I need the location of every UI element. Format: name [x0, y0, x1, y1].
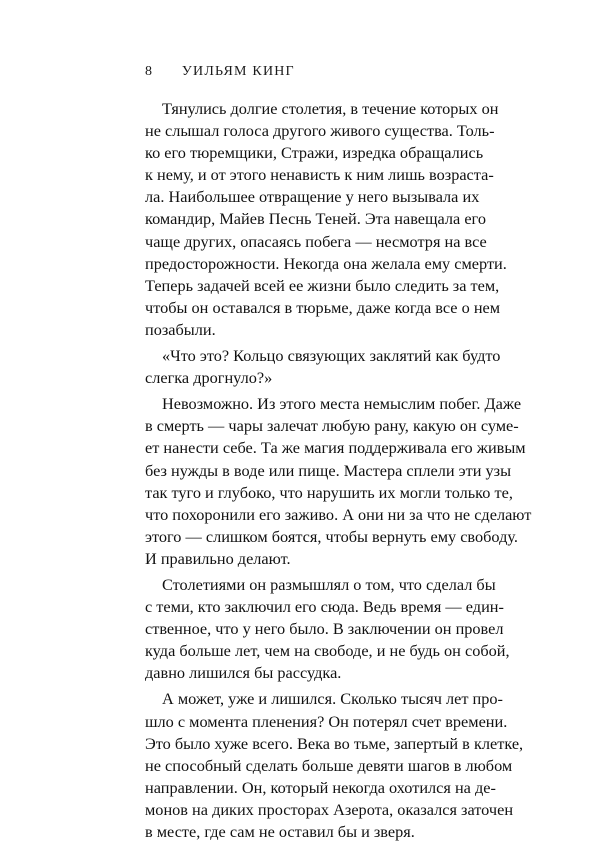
text-line: направлении. Он, который некогда охотился на де- — [145, 777, 496, 797]
paragraph — [145, 688, 524, 843]
text-line: куда больше лет, чем на свободе, и не будь он собой, — [145, 641, 510, 661]
text-line: давно лишился бы рассудка. — [145, 663, 342, 683]
text-line: ет нанести себе. Та же магия поддерживала его живым — [145, 438, 526, 458]
page-number: 8 — [145, 64, 154, 79]
paragraph — [145, 574, 510, 684]
running-header — [145, 64, 465, 80]
text-line: Теперь задачей всей ее жизни было следить за тем, — [145, 275, 500, 295]
text-line: не способный сделать больше девяти шагов в любом — [145, 755, 513, 775]
text-line: этого — слишком боятся, чтобы вернуть ему свободу. — [145, 526, 518, 546]
text-line: не слышал голоса другого живого существа. Толь- — [145, 121, 495, 141]
paragraph — [145, 345, 501, 389]
running-header-author: УИЛЬЯМ КИНГ — [181, 64, 295, 79]
text-line: шло с момента пленения? Он потерял счет времени. — [145, 711, 508, 731]
text-line: чаще других, опасаясь побега — несмотря на все — [145, 231, 487, 251]
text-line: Это было хуже всего. Века во тьме, запертый в клетке, — [145, 733, 524, 753]
paragraph — [145, 98, 507, 341]
text-line: Тянулись долгие столетия, в течение которых он — [162, 99, 499, 118]
text-line: с теми, кто заключил его сюда. Ведь время — един- — [145, 597, 504, 617]
text-line: ко его тюремщики, Стражи, изредка обращались — [145, 143, 484, 163]
text-line: командир, Майев Песнь Теней. Эта навещала его — [145, 209, 486, 229]
text-line: к нему, и от этого ненависть к ним лишь возраста- — [145, 165, 494, 185]
text-line: «Что это? Кольцо связующих заклятий как будто — [162, 346, 501, 366]
text-line: Столетиями он размышлял о том, что сделал бы — [162, 574, 496, 594]
paragraph — [145, 393, 532, 570]
text-line: позабыли. — [145, 319, 216, 339]
text-line: что похоронили его заживо. А они ни за что не сделают — [145, 504, 532, 524]
body-text — [145, 98, 532, 847]
text-line: И правильно делают. — [145, 548, 291, 568]
text-line: слегка дрогнуло?» — [145, 368, 273, 388]
text-line: ла. Наибольшее отвращение у него вызывала их — [145, 187, 480, 207]
text-line: в смерть — чары залечат любую рану, какую он суме- — [145, 416, 519, 436]
text-line: Невозможно. Из этого места немыслим побег. Даже — [162, 394, 522, 414]
text-line: так туго и глубоко, что нарушить их могли только те, — [145, 482, 513, 502]
text-line: монов на диких просторах Азерота, оказался заточен — [145, 799, 514, 819]
text-line: А может, уже и лишился. Сколько тысяч лет про- — [162, 689, 503, 709]
text-line: предосторожности. Некогда она желала ему смерти. — [145, 253, 507, 273]
text-line: чтобы он оставался в тюрьме, даже когда все о нем — [145, 297, 501, 317]
text-line: ственное, что у него было. В заключении он провел — [145, 619, 504, 639]
text-line: без нужды в воде или пище. Мастера сплели эти узы — [145, 460, 512, 480]
text-line: в месте, где сам не оставил бы и зверя. — [145, 822, 415, 841]
